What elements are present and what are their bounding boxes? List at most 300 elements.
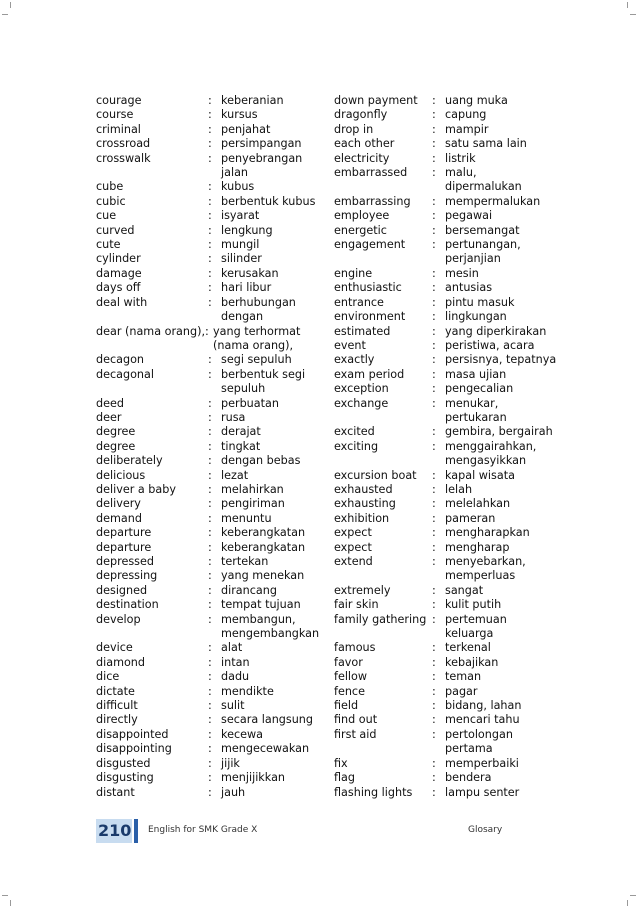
glossary-entry (96, 440, 321, 454)
glossary-entry (334, 685, 564, 699)
entry-term: extremely (334, 583, 391, 597)
entry-definition (221, 512, 321, 526)
glossary-entry (96, 584, 321, 598)
entry-definition (445, 325, 564, 339)
entry-definition (221, 281, 321, 295)
entry-term: event (334, 338, 366, 352)
entry-definition (221, 152, 321, 181)
entry-term: fence (334, 684, 365, 698)
entry-term: crosswalk (96, 151, 151, 165)
entry-colon: : (432, 439, 436, 453)
glossary-entry (96, 512, 321, 526)
entry-definition (445, 440, 564, 469)
entry-colon: : (432, 540, 436, 554)
glossary-entry (96, 123, 321, 137)
entry-colon: : (208, 497, 212, 511)
definition-line: perbuatan (221, 396, 279, 410)
definition-line: bendera (445, 771, 492, 785)
entry-term: electricity (334, 151, 390, 165)
entry-colon: : (208, 684, 212, 698)
entry-definition (445, 397, 564, 426)
entry-term: curved (96, 223, 135, 237)
glossary-entry (96, 267, 321, 281)
entry-term: dear (nama orang), (96, 324, 206, 338)
entry-colon: : (208, 655, 212, 669)
entry-term: decagon (96, 353, 145, 367)
glossary-entry (96, 180, 321, 194)
entry-term: fair skin (334, 598, 379, 612)
entry-definition (221, 728, 321, 742)
entry-colon: : (208, 612, 212, 626)
glossary-entry (334, 670, 564, 684)
entry-definition (445, 108, 564, 122)
entry-term: course (96, 108, 134, 122)
definition-line: keberangkatan (221, 526, 306, 540)
definition-line: hari libur (221, 281, 272, 295)
definition-line: pameran (445, 511, 496, 525)
definition-line: kecewa (221, 727, 264, 741)
entry-term: difficult (96, 699, 138, 713)
entry-term: distant (96, 785, 135, 799)
glossary-entry (96, 353, 321, 367)
entry-definition (445, 281, 564, 295)
definition-line: teman (445, 670, 482, 684)
entry-definition (221, 108, 321, 122)
entry-colon: : (432, 338, 436, 352)
definition-line: persisnya, tepatnya (445, 353, 557, 367)
definition-line: kulit putih (445, 598, 502, 612)
entry-colon: : (432, 166, 436, 180)
definition-line: segi sepuluh (221, 353, 292, 367)
entry-definition (445, 613, 564, 642)
definition-line: penjahat (221, 122, 271, 136)
entry-colon: : (208, 353, 212, 367)
entry-definition (221, 440, 321, 454)
entry-term: depressing (96, 569, 158, 583)
definition-line: mengasyikkan (445, 454, 527, 468)
definition-line: menggairahkan, (445, 439, 537, 453)
entry-term: days off (96, 281, 141, 295)
entry-term: degree (96, 425, 136, 439)
entry-definition (221, 137, 321, 151)
entry-definition (445, 224, 564, 238)
entry-definition (445, 123, 564, 137)
definition-line: sulit (221, 699, 245, 713)
entry-definition (221, 296, 321, 325)
entry-colon: : (432, 382, 436, 396)
glossary-entry (96, 252, 321, 266)
glossary-entry (334, 397, 564, 426)
entry-colon: : (432, 555, 436, 568)
entry-term: designed (96, 583, 148, 597)
definition-line: yang menekan (221, 569, 305, 583)
entry-term: fellow (334, 670, 368, 684)
entry-colon: : (432, 324, 436, 338)
definition-line: kebajikan (445, 655, 499, 669)
glossary-entry (96, 728, 321, 742)
glossary-entry (334, 728, 564, 757)
glossary-entry (96, 541, 321, 555)
glossary-entry (334, 238, 564, 267)
definition-line: pengiriman (221, 497, 285, 511)
entry-definition (445, 699, 564, 713)
entry-term: cube (96, 180, 124, 194)
glossary-entry (334, 353, 564, 367)
entry-colon: : (432, 771, 436, 785)
entry-term: directly (96, 713, 138, 727)
glossary-entry (334, 699, 564, 713)
definition-line: rusa (221, 410, 246, 424)
entry-definition (221, 771, 321, 785)
glossary-entry (96, 296, 321, 325)
entry-colon: : (208, 94, 212, 107)
definition-line: kursus (221, 108, 258, 122)
entry-colon: : (432, 785, 436, 799)
glossary-entry (96, 786, 321, 800)
glossary-entry (334, 641, 564, 655)
entry-definition (221, 641, 321, 655)
entry-term: estimated (334, 324, 391, 338)
definition-line: dirancang (221, 583, 277, 597)
entry-colon: : (432, 598, 436, 612)
entry-definition (221, 454, 321, 468)
definition-line: keberanian (221, 94, 284, 107)
entry-colon: : (208, 482, 212, 496)
page-footer (0, 815, 638, 845)
entry-definition (221, 713, 321, 727)
definition-line: capung (445, 108, 487, 122)
glossary-entry (334, 526, 564, 540)
entry-definition (445, 137, 564, 151)
entry-colon: : (208, 137, 212, 151)
entry-definition (445, 238, 564, 267)
glossary-entry (334, 656, 564, 670)
entry-term: favor (334, 655, 363, 669)
entry-colon: : (208, 266, 212, 280)
entry-term: cue (96, 209, 117, 223)
definition-line: perjanjian (445, 252, 501, 266)
entry-definition (445, 483, 564, 497)
entry-term: expect (334, 540, 372, 554)
entry-definition (445, 713, 564, 727)
entry-term: damage (96, 266, 142, 280)
entry-colon: : (208, 454, 212, 468)
entry-definition (445, 541, 564, 555)
entry-term: courage (96, 94, 142, 107)
entry-colon: : (208, 540, 212, 554)
entry-definition (445, 166, 564, 195)
entry-colon: : (432, 425, 436, 439)
definition-line: peristiwa, acara (445, 338, 535, 352)
definition-line: memperluas (445, 569, 516, 583)
entry-colon: : (208, 396, 212, 410)
entry-definition (445, 497, 564, 511)
glossary-entry (334, 440, 564, 469)
definition-line: sepuluh (221, 382, 266, 396)
crop-mark (10, 900, 11, 906)
entry-term: departure (96, 540, 152, 554)
entry-definition (445, 469, 564, 483)
definition-line: berbentuk kubus (221, 194, 316, 208)
entry-colon: : (208, 252, 212, 266)
glossary-entry (96, 281, 321, 295)
glossary-entry (96, 555, 321, 569)
entry-definition (445, 209, 564, 223)
glossary-entry (96, 569, 321, 583)
entry-colon: : (432, 396, 436, 410)
definition-line: (nama orang), (213, 338, 294, 352)
definition-line: menjijikkan (221, 771, 286, 785)
definition-line: melelahkan (445, 497, 511, 511)
entry-term: delicious (96, 468, 146, 482)
definition-line: antusias (445, 281, 493, 295)
definition-line: sangat (445, 583, 484, 597)
definition-line: berbentuk segi (221, 367, 306, 381)
entry-term: delivery (96, 497, 141, 511)
glossary-entry (96, 757, 321, 771)
definition-line: malu, (445, 166, 477, 180)
definition-line: dengan bebas (221, 454, 301, 468)
definition-line: yang terhormat (213, 324, 301, 338)
definition-line: mampir (445, 122, 489, 136)
entry-term: exciting (334, 439, 379, 453)
entry-colon: : (208, 180, 212, 194)
entry-term: employee (334, 209, 390, 223)
entry-colon: : (432, 713, 436, 727)
definition-line: mengharapkan (445, 526, 530, 540)
entry-term: entrance (334, 295, 384, 309)
entry-definition (221, 569, 321, 583)
entry-definition (221, 497, 321, 511)
glossary-entry (334, 137, 564, 151)
definition-line: berhubungan (221, 295, 296, 309)
entry-colon: : (208, 699, 212, 713)
entry-definition (445, 771, 564, 785)
definition-line: lengkung (221, 223, 273, 237)
entry-term: exhausting (334, 497, 396, 511)
entry-colon: : (432, 655, 436, 669)
crop-mark (627, 2, 628, 8)
entry-definition (445, 152, 564, 166)
entry-term: dice (96, 670, 120, 684)
entry-term: engagement (334, 238, 406, 252)
entry-term: dragonfly (334, 108, 388, 122)
entry-term: energetic (334, 223, 387, 237)
glossary-entry (334, 497, 564, 511)
entry-definition (445, 685, 564, 699)
entry-term: exactly (334, 353, 375, 367)
entry-colon: : (432, 295, 436, 309)
entry-definition (221, 598, 321, 612)
entry-colon: : (208, 569, 212, 583)
definition-line: pertama (445, 742, 493, 756)
entry-colon: : (432, 122, 436, 136)
entry-term: departure (96, 526, 152, 540)
entry-definition (221, 267, 321, 281)
entry-colon: : (432, 353, 436, 367)
entry-colon: : (208, 122, 212, 136)
glossary-entry (96, 397, 321, 411)
glossary-entry (334, 584, 564, 598)
crop-mark (630, 895, 636, 896)
glossary-entry (96, 699, 321, 713)
entry-definition (445, 296, 564, 310)
definition-line: isyarat (221, 209, 260, 223)
entry-term: disappointing (96, 742, 172, 756)
entry-colon: : (432, 194, 436, 208)
entry-term: deliver a baby (96, 482, 176, 496)
crop-mark (627, 900, 628, 906)
entry-colon: : (432, 281, 436, 295)
definition-line: menukar, (445, 396, 499, 410)
definition-line: menuntu (221, 511, 272, 525)
entry-term: extend (334, 555, 373, 568)
glossary-entry (334, 425, 564, 439)
entry-term: excited (334, 425, 375, 439)
glossary-entry (334, 757, 564, 771)
glossary-entry (96, 195, 321, 209)
definition-line: penyebrangan (221, 151, 303, 165)
glossary-entry (334, 541, 564, 555)
glossary-entry (334, 94, 564, 108)
entry-colon: : (208, 439, 212, 453)
entry-colon: : (208, 468, 212, 482)
entry-definition (221, 195, 321, 209)
glossary-entry (96, 641, 321, 655)
entry-definition (221, 224, 321, 238)
entry-definition (445, 382, 564, 396)
glossary-entry (96, 656, 321, 670)
definition-line: pengecalian (445, 382, 514, 396)
entry-definition (221, 757, 321, 771)
glossary-entry (96, 670, 321, 684)
glossary-entry (334, 555, 564, 584)
definition-line: satu sama lain (445, 137, 527, 151)
definition-line: mencari tahu (445, 713, 520, 727)
entry-definition (445, 512, 564, 526)
entry-term: exception (334, 382, 389, 396)
entry-colon: : (208, 238, 212, 252)
glossary-entry (334, 296, 564, 310)
entry-definition (445, 339, 564, 353)
definition-line: bersemangat (445, 223, 520, 237)
entry-term: flashing lights (334, 785, 413, 799)
entry-term: deed (96, 396, 124, 410)
entry-definition (445, 555, 564, 584)
glossary-entry (96, 598, 321, 612)
entry-colon: : (208, 151, 212, 165)
entry-term: depressed (96, 555, 154, 568)
entry-colon: : (208, 295, 212, 309)
entry-term: expect (334, 526, 372, 540)
entry-colon: : (432, 367, 436, 381)
definition-line: tempat tujuan (221, 598, 301, 612)
entry-colon: : (208, 410, 212, 424)
glossary-entry (334, 339, 564, 353)
entry-colon: : (432, 468, 436, 482)
glossary-entry (334, 713, 564, 727)
entry-colon: : (208, 756, 212, 770)
glossary-entry (96, 454, 321, 468)
entry-term: disgusted (96, 756, 151, 770)
section-name: Glosary (468, 825, 503, 835)
glossary-entry (334, 123, 564, 137)
entry-colon: : (432, 497, 436, 511)
entry-term: embarrassed (334, 166, 408, 180)
definition-line: menyebarkan, (445, 555, 526, 568)
definition-line: lingkungan (445, 310, 507, 324)
definition-line: mengembangkan (221, 627, 320, 641)
entry-definition (445, 757, 564, 771)
entry-term: crossroad (96, 137, 151, 151)
entry-colon: : (208, 281, 212, 295)
entry-colon: : (432, 209, 436, 223)
entry-definition (445, 656, 564, 670)
glossary-entry (334, 786, 564, 800)
glossary-entry (96, 224, 321, 238)
page-number: 210 (98, 821, 132, 840)
entry-colon: : (432, 684, 436, 698)
entry-term: demand (96, 511, 142, 525)
crop-mark (10, 2, 11, 8)
definition-line: kerusakan (221, 266, 279, 280)
entry-colon: : (208, 108, 212, 122)
entry-colon: : (208, 598, 212, 612)
entry-definition (221, 469, 321, 483)
entry-definition (445, 641, 564, 655)
entry-definition (221, 238, 321, 252)
entry-definition (221, 483, 321, 497)
glossary-entry (96, 742, 321, 756)
entry-definition (445, 584, 564, 598)
glossary-entry (334, 613, 564, 642)
entry-colon: : (208, 425, 212, 439)
entry-colon: : (432, 238, 436, 252)
definition-line: uang muka (445, 94, 508, 107)
entry-term: famous (334, 641, 376, 655)
book-title: English for SMK Grade X (148, 825, 258, 835)
glossary-entry (334, 483, 564, 497)
definition-line: silinder (221, 252, 262, 266)
glossary-entry (334, 152, 564, 166)
entry-colon: : (432, 94, 436, 107)
entry-term: deal with (96, 295, 148, 309)
definition-line: mempermalukan (445, 194, 541, 208)
definition-line: alat (221, 641, 243, 655)
crop-mark (2, 14, 8, 15)
entry-colon: : (432, 583, 436, 597)
entry-definition (221, 425, 321, 439)
entry-definition (221, 613, 321, 642)
glossary-entry (96, 483, 321, 497)
entry-term: exhausted (334, 482, 393, 496)
glossary-entry (334, 195, 564, 209)
glossary-entry (96, 713, 321, 727)
entry-colon: : (432, 108, 436, 122)
entry-definition (221, 699, 321, 713)
glossary-entry (334, 310, 564, 324)
glossary-entry (334, 166, 564, 195)
definition-line: dipermalukan (445, 180, 522, 194)
glossary-entry (96, 94, 321, 108)
entry-colon: : (208, 526, 212, 540)
glossary-entry (334, 368, 564, 382)
entry-colon: : (208, 555, 212, 568)
entry-definition (221, 541, 321, 555)
entry-colon: : (208, 583, 212, 597)
glossary-entry (96, 368, 321, 397)
definition-line: mesin (445, 266, 479, 280)
